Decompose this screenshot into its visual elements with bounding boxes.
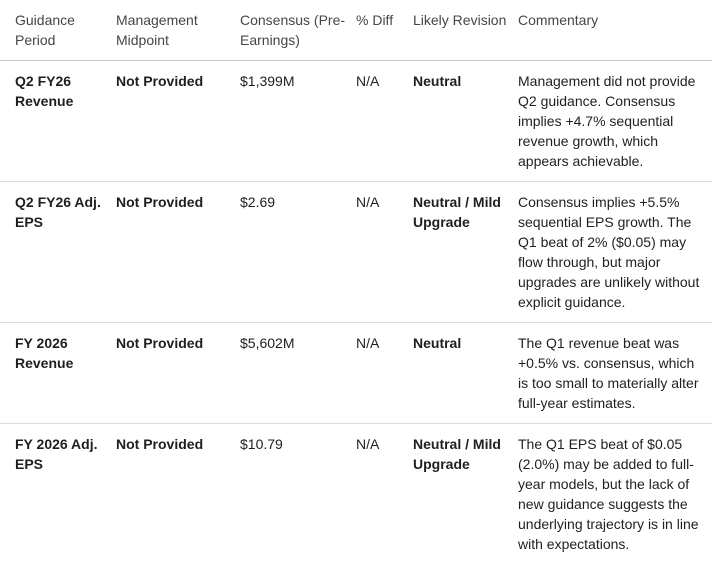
header-guidance-period: Guidance Period	[0, 0, 116, 61]
header-commentary: Commentary	[518, 0, 712, 61]
table-row	[0, 424, 712, 564]
header-consensus: Consensus (Pre-Earnings)	[240, 0, 356, 61]
cell-period: Q2 FY26 Adj. EPS	[0, 182, 116, 323]
header-likely-revision: Likely Revision	[413, 0, 518, 61]
cell-consensus: $2.69	[240, 182, 356, 323]
header-row	[0, 0, 712, 61]
cell-management-midpoint: Not Provided	[116, 182, 240, 323]
cell-likely-revision: Neutral	[413, 323, 518, 424]
cell-management-midpoint: Not Provided	[116, 61, 240, 182]
table-header	[0, 0, 712, 61]
header-percent-diff: % Diff	[356, 0, 413, 61]
cell-consensus: $1,399M	[240, 61, 356, 182]
cell-commentary: The Q1 EPS beat of $0.05 (2.0%) may be added to full-year models, but the lack of new guidance suggests the underlying trajectory is in line with expectations.	[518, 424, 712, 564]
cell-percent-diff: N/A	[356, 323, 413, 424]
table-row	[0, 61, 712, 182]
cell-management-midpoint: Not Provided	[116, 424, 240, 564]
cell-likely-revision: Neutral / Mild Upgrade	[413, 424, 518, 564]
cell-commentary: Management did not provide Q2 guidance. Consensus implies +4.7% sequential revenue growth, which appears achievable.	[518, 61, 712, 182]
table-body	[0, 61, 712, 564]
cell-likely-revision: Neutral / Mild Upgrade	[413, 182, 518, 323]
cell-commentary: The Q1 revenue beat was +0.5% vs. consensus, which is too small to materially alter full-year estimates.	[518, 323, 712, 424]
header-management-midpoint: Management Midpoint	[116, 0, 240, 61]
cell-commentary: Consensus implies +5.5% sequential EPS growth. The Q1 beat of 2% ($0.05) may flow through, but major upgrades are unlikely without explicit guidance.	[518, 182, 712, 323]
cell-period: Q2 FY26 Revenue	[0, 61, 116, 182]
cell-consensus: $10.79	[240, 424, 356, 564]
table-row	[0, 323, 712, 424]
cell-percent-diff: N/A	[356, 182, 413, 323]
cell-period: FY 2026 Adj. EPS	[0, 424, 116, 564]
cell-consensus: $5,602M	[240, 323, 356, 424]
cell-percent-diff: N/A	[356, 61, 413, 182]
cell-period: FY 2026 Revenue	[0, 323, 116, 424]
cell-management-midpoint: Not Provided	[116, 323, 240, 424]
cell-percent-diff: N/A	[356, 424, 413, 564]
table-row	[0, 182, 712, 323]
cell-likely-revision: Neutral	[413, 61, 518, 182]
